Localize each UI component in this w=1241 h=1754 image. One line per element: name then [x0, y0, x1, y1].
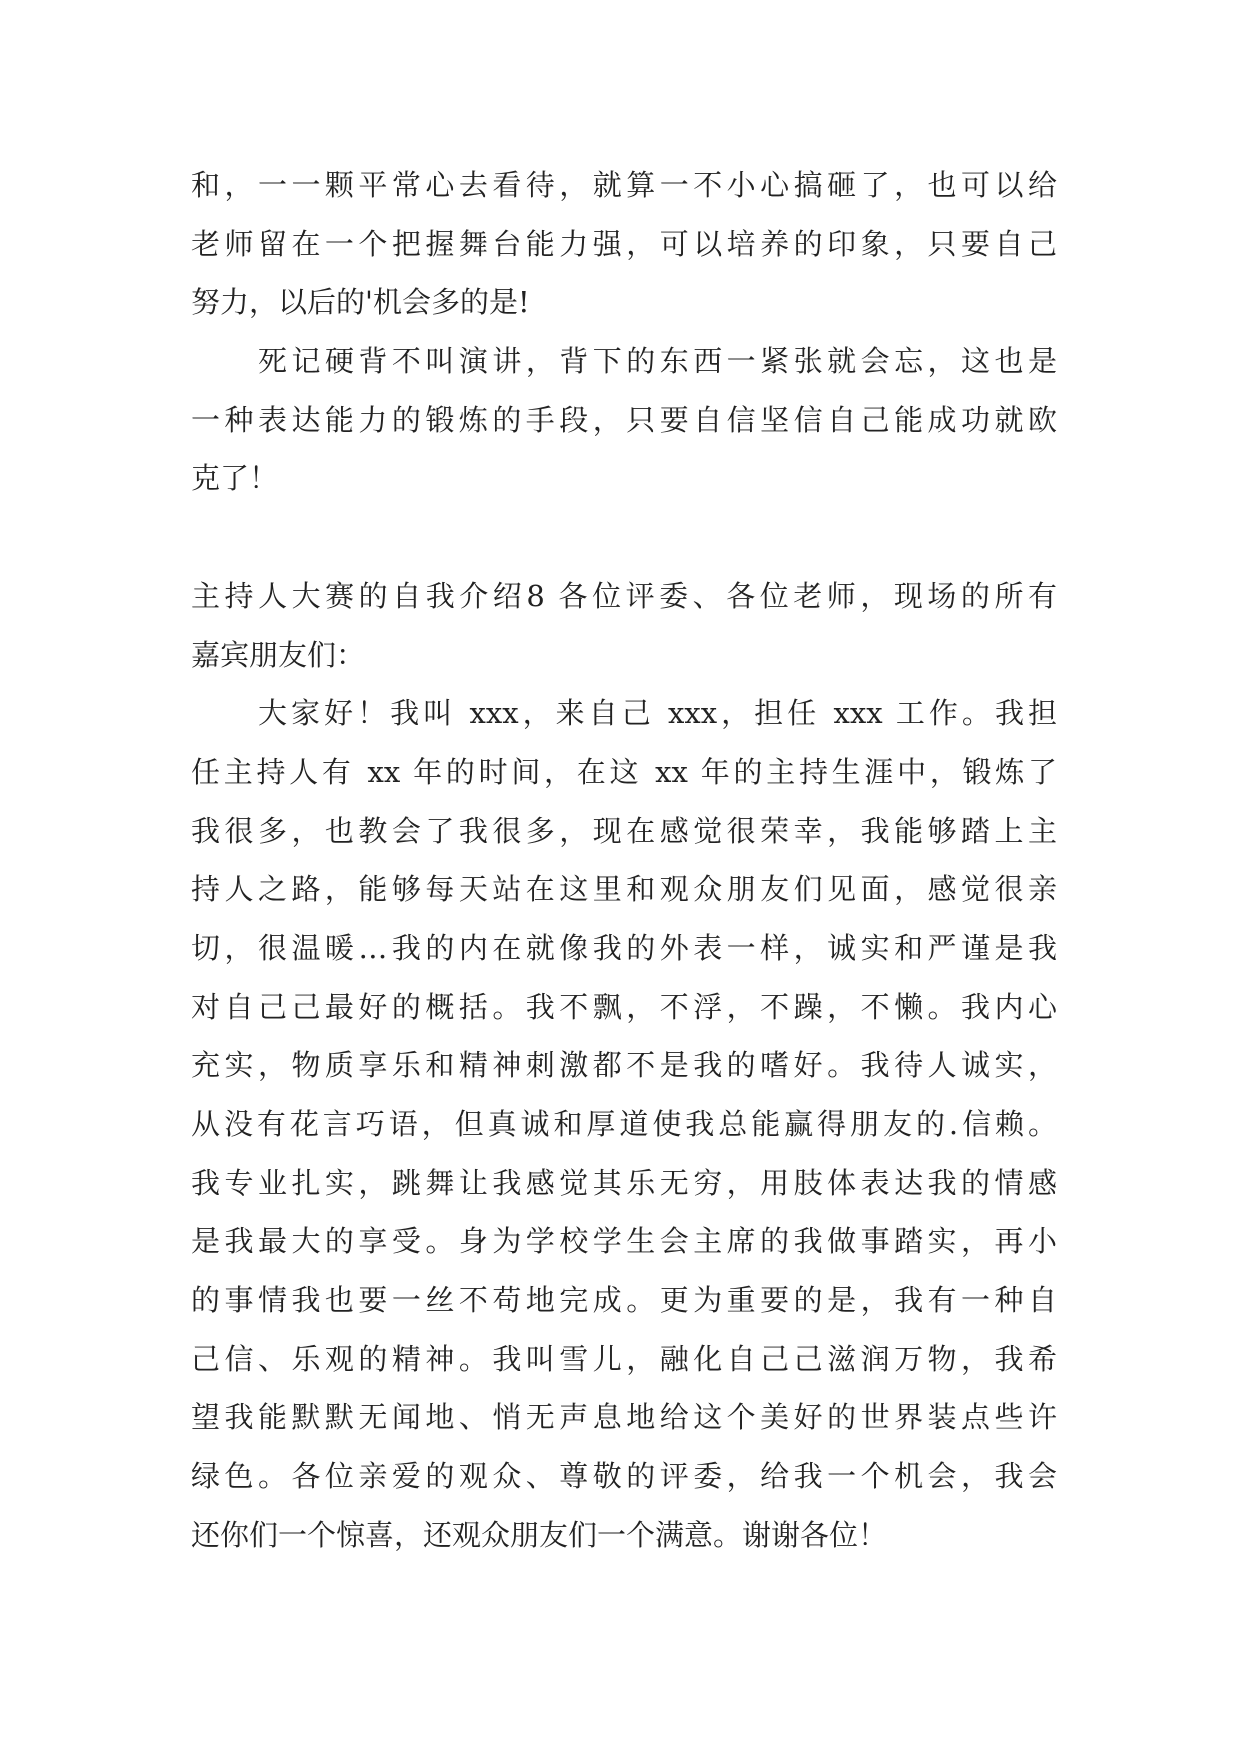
text-line: 和，一一颗平常心去看待，就算一不小心搞砸了，也可以给	[191, 168, 1057, 202]
text-line: 望我能默默无闻地、悄无声息地给这个美好的世界装点些许	[191, 1400, 1057, 1435]
paragraph	[191, 332, 1057, 508]
text-line: 持人之路，能够每天站在这里和观众朋友们见面，感觉很亲	[191, 872, 1057, 907]
text-line: 从没有花言巧语，但真诚和厚道使我总能赢得朋友的.信赖。	[191, 1107, 1057, 1141]
paragraph	[191, 156, 1057, 332]
text-line: 主持人大赛的自我介绍8 各位评委、各位老师，现场的所有	[191, 578, 1057, 613]
text-line: 努力，以后的'机会多的是!	[191, 285, 530, 320]
text-line: 是我最大的享受。身为学校学生会主席的我做事踏实，再小	[191, 1224, 1057, 1259]
text-line: 我很多，也教会了我很多，现在感觉很荣幸，我能够踏上主	[191, 813, 1057, 848]
section-heading-paragraph	[191, 567, 1057, 684]
text-line: 绿色。各位亲爱的观众、尊敬的评委，给我一个机会，我会	[191, 1459, 1057, 1494]
text-line: 充实，物质享乐和精神刺激都不是我的嗜好。我待人诚实，	[191, 1048, 1057, 1083]
text-line: 切，很温暖…我的内在就像我的外表一样，诚实和严谨是我	[191, 930, 1057, 965]
text-line: 还你们一个惊喜，还观众朋友们一个满意。谢谢各位！	[191, 1517, 888, 1552]
text-line: 大家好！我叫 xxx，来自己 xxx，担任 xxx 工作。我担	[258, 696, 1057, 731]
paragraph	[191, 684, 1057, 1564]
document-body	[191, 156, 1057, 1565]
text-line: 一种表达能力的锻炼的手段，只要自信坚信自己能成功就欧	[191, 402, 1057, 437]
text-line: 我专业扎实，跳舞让我感觉其乐无穷，用肢体表达我的情感	[191, 1165, 1057, 1200]
text-line: 老师留在一个把握舞台能力强，可以培养的印象，只要自己	[191, 226, 1057, 261]
text-line: 己信、乐观的精神。我叫雪儿，融化自己己滋润万物，我希	[191, 1341, 1057, 1376]
text-line: 对自己己最好的概括。我不飘，不浮，不躁，不懒。我内心	[191, 989, 1057, 1024]
blank-line	[191, 508, 1057, 567]
text-line: 嘉宾朋友们：	[191, 637, 366, 672]
text-line: 克了！	[191, 461, 279, 496]
text-line: 任主持人有 xx 年的时间，在这 xx 年的主持生涯中，锻炼了	[191, 754, 1057, 789]
text-line: 的事情我也要一丝不苟地完成。更为重要的是，我有一种自	[191, 1283, 1057, 1318]
text-line: 死记硬背不叫演讲，背下的东西一紧张就会忘，这也是	[258, 344, 1057, 379]
